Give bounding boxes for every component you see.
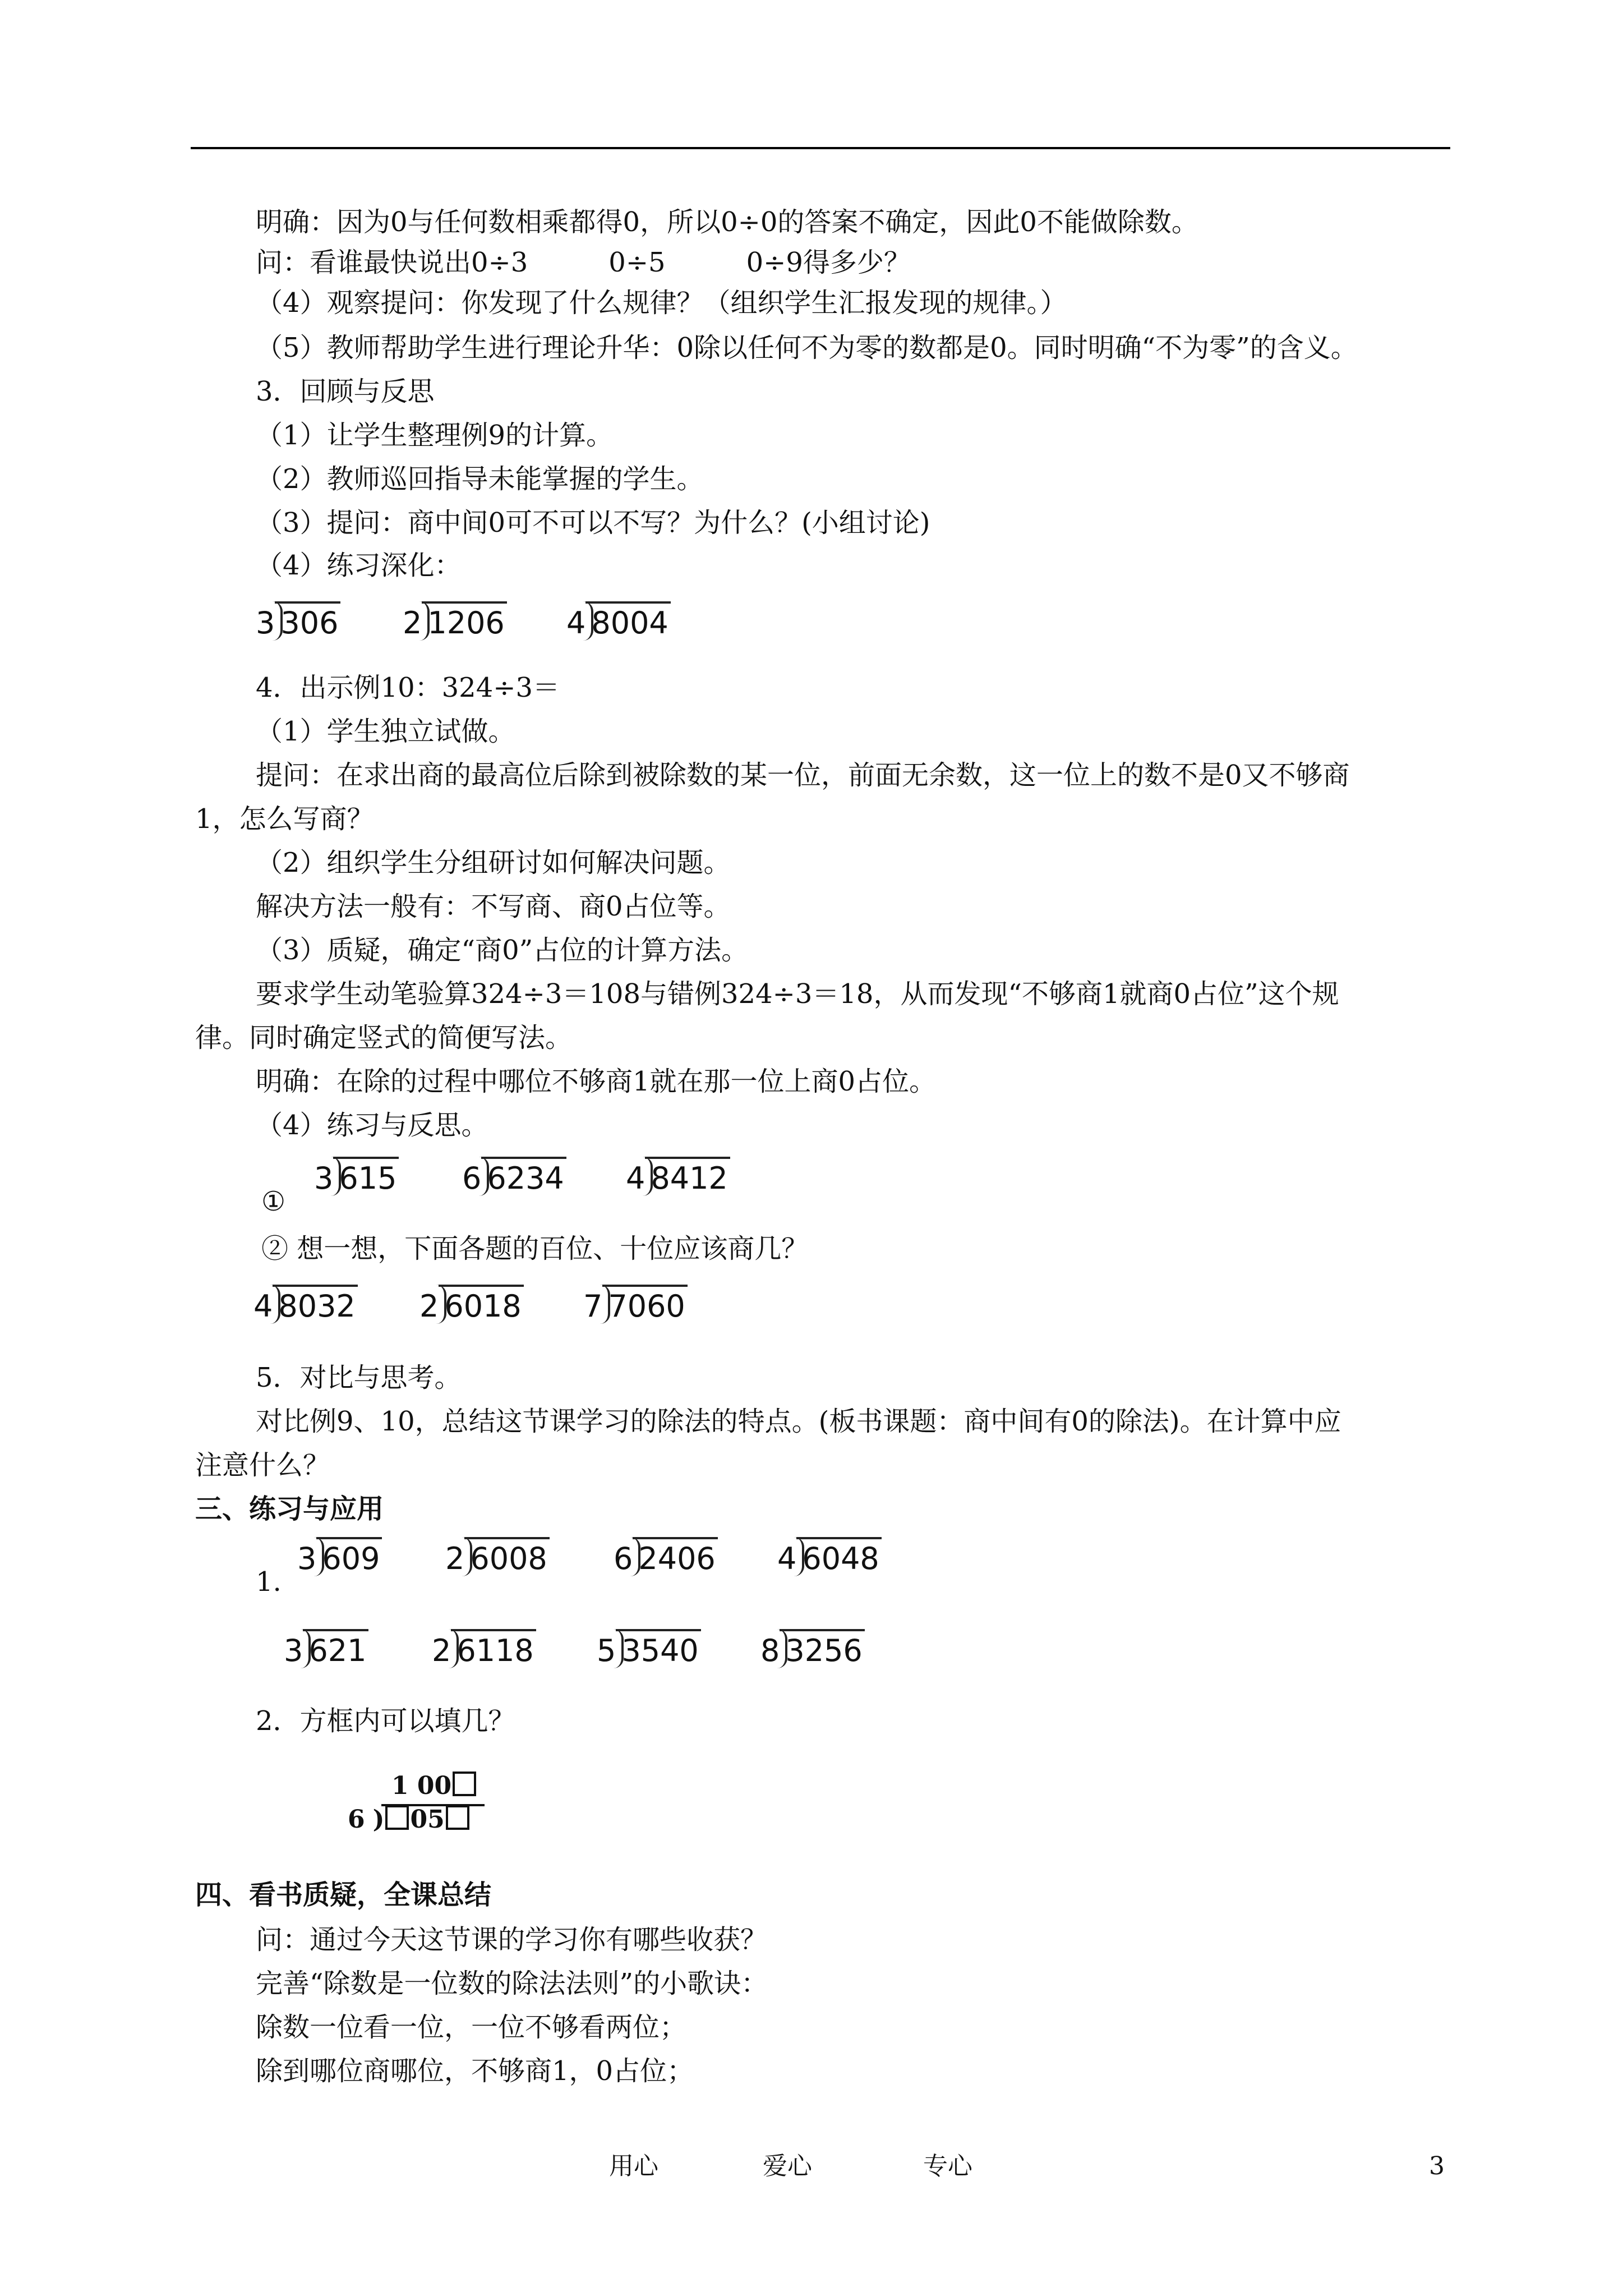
dividend: 6008	[464, 1537, 549, 1579]
circled-one-marker: ①	[261, 1186, 286, 1217]
long-division	[419, 1285, 524, 1326]
dividend: 6018	[439, 1285, 523, 1326]
long-division	[314, 1157, 399, 1198]
long-division	[297, 1537, 382, 1579]
dividend: 306	[275, 601, 340, 643]
paragraph: （3）提问：商中间0可不可以不写？为什么？(小组讨论)	[256, 507, 930, 539]
divisor: 2	[419, 1289, 439, 1324]
page-number: 3	[1429, 2152, 1445, 2180]
paragraph: 明确：因为0与任何数相乘都得0，所以0÷0的答案不确定，因此0不能做除数。	[256, 206, 1198, 238]
paragraph: （2）组织学生分组研讨如何解决问题。	[256, 847, 731, 878]
long-division	[614, 1537, 718, 1579]
dividend: 8412	[645, 1157, 730, 1198]
dividend: 8032	[273, 1285, 357, 1326]
blank-box	[385, 1805, 409, 1830]
divisor: 7	[583, 1289, 603, 1324]
quotient-prefix: 1 00	[391, 1772, 452, 1800]
fill-in-box-division	[348, 1772, 494, 1839]
divisor: 4	[253, 1289, 273, 1324]
dividend: 1206	[422, 601, 506, 643]
long-division	[760, 1629, 865, 1671]
dividend-row: 6 ) 05	[348, 1805, 471, 1834]
dividend: 609	[316, 1537, 382, 1579]
paragraph: 要求学生动笔验算324÷3＝108与错例324÷3＝18，从而发现“不够商1就商0占位”这个规	[256, 978, 1339, 1010]
paragraph: 问：看谁最快说出0÷3 0÷5 0÷9得多少？	[256, 247, 911, 278]
dividend: 615	[333, 1157, 399, 1198]
divisor: 3	[284, 1633, 303, 1668]
paragraph: 解决方法一般有：不写商、商0占位等。	[256, 891, 731, 922]
dividend: 7060	[602, 1285, 687, 1326]
long-division	[626, 1157, 730, 1198]
long-division	[777, 1537, 882, 1579]
footer-text: 用心	[609, 2152, 658, 2180]
paragraph: （5）教师帮助学生进行理论升华：0除以任何不为零的数都是0。同时明确“不为零”的含义。	[256, 332, 1358, 364]
paragraph: 除到哪位商哪位，不够商1，0占位；	[256, 2055, 694, 2087]
paragraph: 注意什么？	[195, 1450, 330, 1481]
long-division	[403, 601, 507, 643]
paragraph: 问：通过今天这节课的学习你有哪些收获？	[256, 1924, 768, 1955]
divisor: 2	[432, 1633, 451, 1668]
paragraph: 完善“除数是一位数的除法法则”的小歌诀：	[256, 1968, 768, 1999]
paragraph: 提问：在求出商的最高位后除到被除数的某一位，前面无余数，这一位上的数不是0又不够商	[256, 760, 1350, 791]
divisor: 6	[348, 1805, 365, 1834]
long-division	[566, 601, 671, 643]
paragraph: （1）学生独立试做。	[256, 716, 515, 747]
paragraph: 律。同时确定竖式的简便写法。	[195, 1022, 573, 1053]
paragraph: 除数一位看一位，一位不够看两位；	[256, 2012, 687, 2043]
long-division	[256, 601, 340, 643]
divisor: 2	[445, 1541, 465, 1576]
divisor: 5	[597, 1633, 616, 1668]
blank-box	[446, 1805, 469, 1830]
blank-box	[453, 1772, 476, 1796]
paragraph: （2）教师巡回指导未能掌握的学生。	[256, 463, 704, 495]
section-heading: 四、看书质疑，全课总结	[195, 1879, 492, 1911]
footer-text: 爱心	[763, 2152, 812, 2180]
divisor: 6	[614, 1541, 633, 1576]
paragraph: 1，怎么写商？	[195, 803, 374, 835]
divisor: 8	[760, 1633, 780, 1668]
dividend: 6118	[451, 1629, 536, 1671]
paragraph: （1）让学生整理例9的计算。	[256, 420, 614, 451]
paragraph: （3）质疑，确定“商0”占位的计算方法。	[256, 935, 749, 966]
dividend: 6234	[481, 1157, 566, 1198]
long-division	[583, 1285, 688, 1326]
long-division	[253, 1285, 358, 1326]
paragraph: （4）练习深化：	[256, 550, 462, 581]
long-division	[445, 1537, 550, 1579]
long-division	[284, 1629, 368, 1671]
paragraph: （4）观察提问：你发现了什么规律？（组织学生汇报发现的规律。）	[256, 287, 1067, 319]
divisor: 4	[626, 1161, 645, 1196]
dividend: 6048	[796, 1537, 881, 1579]
divisor: 3	[314, 1161, 334, 1196]
section-number: 4．出示例10：324÷3＝	[256, 672, 560, 703]
exercise-number: 1.	[256, 1566, 282, 1598]
paragraph: ② 想一想，下面各题的百位、十位应该商几？	[261, 1233, 809, 1264]
paragraph: 对比例9、10，总结这节课学习的除法的特点。(板书课题：商中间有0的除法)。在计算中应	[256, 1406, 1341, 1437]
divisor: 4	[777, 1541, 797, 1576]
long-division	[597, 1629, 701, 1671]
divisor: 3	[256, 605, 275, 641]
quotient-row	[391, 1772, 477, 1801]
paragraph: 明确：在除的过程中哪位不够商1就在那一位上商0占位。	[256, 1066, 937, 1097]
section-number: 3．回顾与反思	[256, 376, 435, 407]
dividend: 3256	[780, 1629, 864, 1671]
dividend: 3540	[616, 1629, 700, 1671]
divisor: 4	[566, 605, 586, 641]
dividend: 621	[303, 1629, 368, 1671]
paragraph: （4）练习与反思。	[256, 1110, 488, 1141]
dividend-middle: 05	[410, 1805, 445, 1834]
exercise-number: 2．方框内可以填几？	[256, 1705, 515, 1737]
dividend: 2406	[633, 1537, 717, 1579]
dividend: 8004	[585, 601, 670, 643]
long-division	[462, 1157, 566, 1198]
divisor: 6	[462, 1161, 482, 1196]
section-number: 5．对比与思考。	[256, 1362, 462, 1393]
divisor: 3	[297, 1541, 317, 1576]
section-heading: 三、练习与应用	[195, 1493, 384, 1525]
footer-text: 专心	[923, 2152, 972, 2180]
header-rule	[191, 147, 1450, 149]
divisor: 2	[403, 605, 422, 641]
long-division	[432, 1629, 536, 1671]
